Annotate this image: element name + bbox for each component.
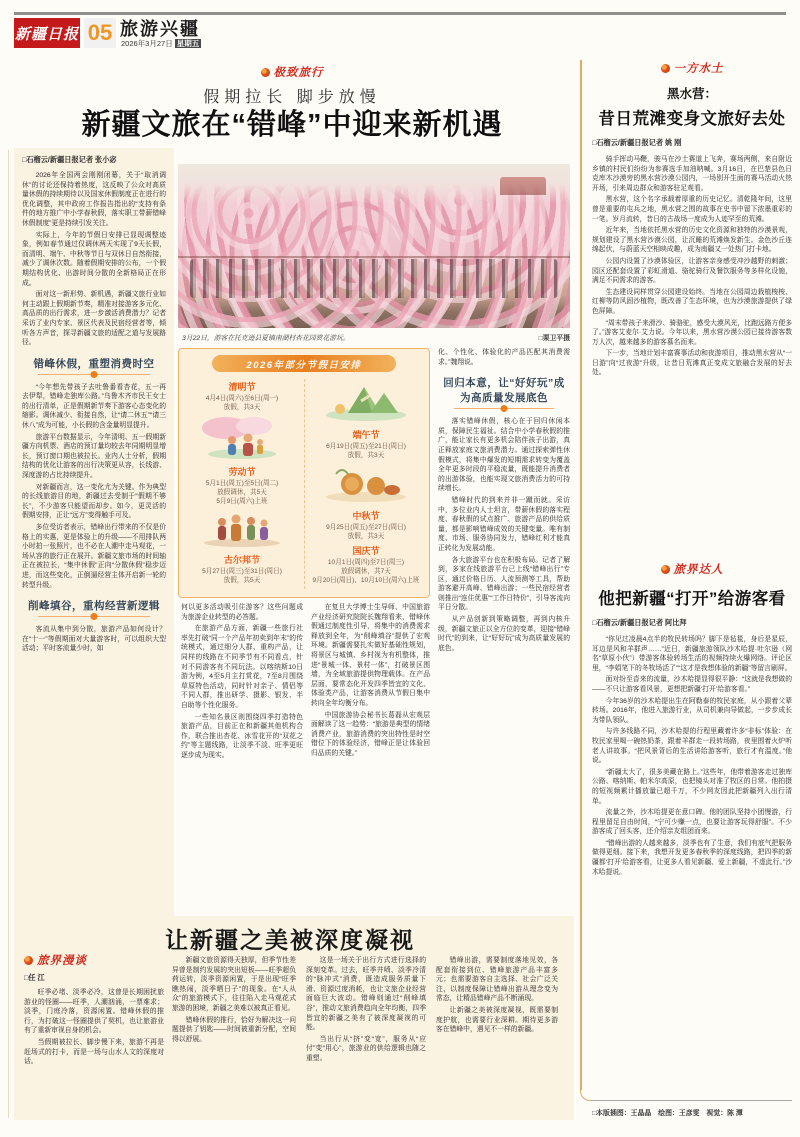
section-title: 旅游兴疆 <box>120 19 200 39</box>
main-kicker <box>14 64 570 80</box>
sidebar-article2-title: 他把新疆“打开”给游客看 <box>598 590 786 608</box>
opinion-byline: □任 江 <box>24 973 45 982</box>
opinion-section-header <box>24 952 164 968</box>
body-paragraph: 化、个性化、体验化的产品匹配其消费需求。”魏翔说。 <box>438 349 570 366</box>
sidebar-article1-body <box>592 155 792 547</box>
section-dot-icon <box>261 68 270 77</box>
body-paragraph: 在复旦大学博士生导师、中国旅游产业经济研究院院长魏翔看来，错峰休假通过制度性引导，将集中的消费需求释放到全年，为“削峰填谷”提供了宏观环境。新疆需要扎实做好基础性规划，将景区与城镇、乡村视为有机整体，推进“景城一体、景村一体”，打破景区围墙，为全域旅游提供物理载体。在产品层面，要常态化开发四季皆宜的文化、体验类产品，让游客消费从节假日集中转向全年均衡分布。 <box>311 604 430 707</box>
festival-name: 端午节 <box>352 430 380 440</box>
festival-days: 放假，共3天 <box>223 404 261 411</box>
crowd-shape <box>190 259 559 298</box>
body-paragraph: 新疆文旅资源得天独厚，但季节性差异曾是制约发展的突出短板——旺季超负荷运转，淡季资源闲置，于是出现“旺季瞧热闹，淡季晒日子”的现象。在“人从众”的旅游模式下，往往陷入走马观花式旅游的困境，新疆之美难以被真正看见。 <box>172 957 296 1012</box>
daren-section-header <box>592 561 792 577</box>
section-dot-icon <box>661 64 670 73</box>
body-paragraph: “错峰出游的人越来越多，淡季也有了生意，我们有底气把服务做得更细。接下来，我想开发更多春秋季的深度线路，把四季的新疆都‘打开’给游客看，让更多人看见新疆、爱上新疆，不虚此行。”沙木哈提说。 <box>592 839 792 876</box>
body-paragraph: 客流从集中到分散，旅游产品如何设计？在“十一”等假期面对大量游客时，可以组织大型活动；平时客流量少时，如 <box>22 626 166 653</box>
subhead-deco-icon <box>38 616 150 617</box>
body-paragraph: 在旅游产品方面，新疆一些旅行社率先打破“同一个产品年初卖到年末”的传统模式，通过细分人群、重构产品，让同样的线路在不同季节有不同看点，针对不同游客有不同玩法。以喀纳斯10日游为例，4至5月主打赏花，7至8月围绕草原特色活动，同时针对亲子、情侣等不同人群，推出研学、摄影、银发、半自助等个性化服务。 <box>181 625 303 709</box>
sidebar-article1-byline: □石榴云/新疆日报记者 姚 刚 <box>592 138 682 147</box>
weekday-badge: 星期五 <box>176 39 200 48</box>
subhead-1: 错峰休假，重塑消费时空 <box>33 357 155 370</box>
festival-days: 放假，共3天 <box>347 452 385 459</box>
holiday-box-title: 2026年部分节假日安排 <box>212 355 396 372</box>
body-paragraph: 错峰休假的推行，恰好为解决这一问题提供了钥匙——时间被重新分配，空间得以舒展。 <box>172 1016 296 1043</box>
sidebar-article2 <box>592 561 792 1063</box>
body-paragraph: “今年想先带孩子去吐鲁番看杏花，五一再去伊犁，错峰走独库公路。”乌鲁木齐市民王女士的出行清单，正是假期新节奏下游客心态变化的缩影。调休减少、衔接自然，让“请二休五”“请三休八”成为可能，小长假的含金量明显提升。 <box>22 383 166 430</box>
festival-name: 清明节 <box>228 382 256 392</box>
blossom-photo <box>178 164 570 328</box>
photo-caption: 3月22日，游客在托克逊县夏镇南湖村杏花园赏花游玩。 <box>182 335 350 342</box>
photo-caption-row <box>182 332 570 342</box>
body-paragraph: 何以更多活动吸引住游客？这些问题成为旅游企业转型的必答题。 <box>181 604 303 621</box>
festival-days: 放假调休，共7天 <box>341 568 391 575</box>
body-paragraph: 面对纷至沓来的流量，沙木哈提显得很平静：“这就是我想做的——不只让游客看风景，更想把新疆‘打开’给游客看。” <box>592 676 792 693</box>
mooncake-illustration <box>318 462 414 504</box>
holiday-infographic <box>178 348 430 598</box>
body-paragraph: 错峰时代的到来并非一蹴而就。采访中，多位业内人士坦言，带薪休假的落实程度、春秋假的试点推广、旅游产品的供给质量，都是影响错峰成效的关键变量。唯有制度、市场、服务协同发力，错峰红利才能真正转化为发展动能。 <box>438 496 570 552</box>
body-paragraph: 黑水营，这个名字承载着厚重的历史记忆。清乾隆年间，这里曾是重要的屯兵之地，黑水营之围的故事在史书中留下浓墨重彩的一笔。岁月流转，昔日的古战场一度成为人迹罕至的荒滩。 <box>592 196 792 223</box>
festival-days: 放假，共5天 <box>223 577 261 584</box>
body-paragraph: 各大旅游平台也在积极布局。记者了解到，多家在线旅游平台已上线“错峰出行”专区，通过价格日历、人流预测等工具，帮助游客避开高峰、错峰出游；一些民宿经营者则推出“连住优惠”“工作日特价”，引导客流向平日分散。 <box>438 556 570 612</box>
festival-dates: 4月4日(周六)至6日(周一) <box>205 395 279 402</box>
body-paragraph: 骑手挥动马鞭，骏马在沙土赛道上飞奔，赛场两侧，来自附近乡镇的村民们纷纷为参赛选手加油呐喊。3月16日，在巴楚县色日克库木沙漠旁的黑水营沙漠公园内，一场别开生面的赛马活动火热开场，引来周边群众和游客驻足观看。 <box>592 156 792 192</box>
page-credits: □本版插图：王晶晶 绘图：王彦雯 视觉：陈 潭 <box>592 1110 743 1117</box>
bottom-article-column-2 <box>306 956 426 1114</box>
body-paragraph: 一些知名景区则围绕四季打造特色旅游产品，目前正在和新疆其他机构合作，联合推出杏花、冰雪花开的“双花之约”等主题线路，让淡季不淡、旺季更旺逐步成为现实。 <box>181 713 303 759</box>
festival-dates: 5月1日(周五)至5日(周二) <box>205 480 279 487</box>
subhead-3: 回归本意，让“好好玩”成为高质量发展底色 <box>443 377 565 405</box>
subhead-2: 削峰填谷，重构经营新逻辑 <box>28 600 160 613</box>
body-paragraph: 实际上，今年的节假日安排已显现调整迹象，例如春节通过仅调休两天实现了9天长假，而清明、端午、中秋等节日与双休日自然衔接，减少了调休次数。随着假期安排的公布，一个假期结构优化、出游时间分散的全新格局正在形成。 <box>22 231 166 287</box>
festival-name: 中秋节 <box>352 511 380 521</box>
main-headline: 新疆文旅在“错峰”中迎来新机遇 <box>81 109 503 141</box>
crowd-illustration <box>196 508 288 548</box>
main-article-column-3 <box>311 603 430 915</box>
body-paragraph: 生态建设同样贯穿公园建设始终。当地在公园周边栽植梭梭、红柳等防风固沙植物，既改善了生态环境，也为沙漠旅游提供了绿色屏障。 <box>592 288 792 315</box>
section-dot-icon <box>661 565 670 574</box>
festival-name: 国庆节 <box>352 546 380 556</box>
festival-days: 放假调休，共5天 <box>217 489 267 496</box>
daren-kicker-label: 旅界达人 <box>673 564 724 576</box>
body-paragraph: 从产品创新到策略调整，再到内核升级，新疆文旅正以全方位的变革，迎接“错峰时代”的到来，让“好好玩”成为高质量发展的底色。 <box>438 616 570 652</box>
body-paragraph: 多位受访者表示，错峰出行带来的不仅是价格上的实惠，更是体验上的升级——不用排队两小时拍一张照片，也不必在人潮中走马观花，一场从容的旅行正在展开。新疆文旅市场的时间轴正在被拉长，“集中休假”正向“分散休假”稳步迈进，而这些变化，正倒逼经营主体开启新一轮的转型升级。 <box>22 524 166 589</box>
body-paragraph: 下一步，当地计划丰富赛事活动和夜游项目，推动黑水营从“一日游”向“过夜游”升级，让昔日荒滩真正变成文旅融合发展的好去处。 <box>592 350 792 377</box>
bottom-article-column-3 <box>436 956 558 1114</box>
body-paragraph: 面对这一新形势、新机遇，新疆文旅行业如何主动跟上假期新节奏，精准对接游客多元化、高品质的出行需求，进一步激活消费潜力？记者采访了业内专家、景区代表及民宿经营者等，倾听各方声音，探寻新疆文旅的适配之道与发展路径。 <box>22 291 166 347</box>
column-divider-rule <box>580 60 582 1090</box>
festival-name: 古尔邦节 <box>223 555 260 565</box>
body-paragraph: 流量之外，沙木哈提更在意口碑。他的团队坚持小团慢游，行程里留足自由时间，“宁可少赚一点，也要让游客玩得舒服”。不少游客成了回头客，还介绍亲友组团而来。 <box>592 809 792 836</box>
body-paragraph: 落实错峰休假，核心在于回归休闲本质，保障民生福祉。结合中小学春秋假的推广，能让家长有更多机会陪伴孩子出游，真正释放家庭文旅消费潜力。通过探索弹性休假模式，将集中爆发的短期需求转变为覆盖全年更多时段的平稳流量，既能提升消费者的出游体验，也能实现文旅消费活力的可持续增长。 <box>438 418 570 493</box>
body-paragraph: 旅游平台数据显示，今年清明、五一假期新疆方向机票、酒店的预订量均较去年同期明显增长，预订窗口期也被拉长。业内人士分析，假期结构的优化让游客的出行决策更从容，长线游、深度游的占比持续提升。 <box>22 433 166 480</box>
zongzi-illustration <box>318 379 414 423</box>
bottom-article-title: 让新疆之美被深度凝视 <box>165 927 415 953</box>
festival-name: 劳动节 <box>228 467 256 477</box>
column-divider-foot <box>580 1086 595 1101</box>
section-dot-icon <box>24 956 33 965</box>
body-paragraph: 中国旅游协会秘书长葛磊从宏观层面解读了这一趋势：“旅游是典型的情绪消费产业，旅游消费的突出特性是时空错位下的体验经济，错峰正是让体验回归品质的关键。” <box>311 711 430 757</box>
body-paragraph: “新疆太大了，很多美藏在路上。”这些年，他带着游客走过独库公路、喀纳斯、帕米尔高原，也把镜头对准了牧区的日常。他拍摄的短视频累计播放量已超千万，不少网友因此把新疆列入出行清单。 <box>592 768 792 805</box>
left-margin-rule <box>8 150 9 1118</box>
festival-days: 放假，共3天 <box>347 533 385 540</box>
festival-dates: 9月25日(周五)至27日(周日) <box>326 524 406 531</box>
holiday-right-column <box>307 377 425 593</box>
newspaper-logo: 新疆日报 <box>14 18 80 48</box>
festival-workday: 5月9日(周六)上班 <box>216 498 268 505</box>
body-paragraph: 这是一场关于出行方式进行选择的深刻变革。过去，旺季井喷、淡季冷清的“脉冲式”消费，既造成服务质量下滑、资源过度消耗，也让文旅企业经营面临巨大波动。错峰则通过“削峰填谷”，推动文旅消费趋向全年均衡，四季皆宜的新疆之美有了被深度凝视的可能。 <box>306 957 426 1032</box>
festival-workday: 9月20日(周日)、10月10日(周六)上班 <box>312 577 420 584</box>
credits-rule <box>592 1100 792 1101</box>
body-paragraph: 2026年全国两会刚刚闭幕，关于“取消调休”的讨论还保持着热度，这反映了公众对高质量休假的持续期待以及国家休假制度正在进行的优化调整，其中政府工作报告指出的“支持有条件的地方推广中小学春秋假，落实职工带薪错峰休假制度”更是持续引发关注。 <box>22 172 166 227</box>
body-paragraph: 旺季必堵、淡季必冷，这曾是长期困扰旅游业的怪圈——旺季，人潮汹涌，一票难求；淡季，门庭冷落，资源闲置。错峰休假的推行，为打破这一怪圈提供了契机，也让旅游业有了重新审视自身的机会。 <box>24 989 164 1035</box>
main-article-column-2 <box>181 603 303 915</box>
body-paragraph: 对新疆而言，这一变化尤为关键。作为典型的长线旅游目的地，新疆过去受制于“假期不够长”，不少游客只能望而却步。如今，更灵活的假期安排，正让“远方”变得触手可及。 <box>22 483 166 520</box>
sidebar-article2-byline: □石榴云/新疆日报记者 阿比拜 <box>592 618 687 627</box>
sidebar-article1-title: 昔日荒滩变身文旅好去处 <box>598 110 786 128</box>
page-number: 05 <box>84 18 116 48</box>
pavilion-shape <box>500 177 546 195</box>
body-paragraph: 当出行从“挤”变“宽”，服务从“应付”变“用心”，旅游业的供给逻辑也随之重塑。 <box>306 1035 426 1062</box>
headline-overline: 假期拉长 脚步放慢 <box>203 89 381 106</box>
main-article-column-1 <box>14 148 174 916</box>
body-paragraph: 让新疆之美被深度凝视，既需要制度护航，也需要行业深耕。期待更多游客在错峰中，遇见不一样的新疆。 <box>436 1006 558 1034</box>
region-section-header <box>592 60 792 76</box>
region-kicker-label: 一方水土 <box>673 63 724 75</box>
holiday-left-column <box>183 377 301 593</box>
main-kicker-label: 极致旅行 <box>273 67 324 79</box>
subhead-deco-icon <box>38 374 150 375</box>
opinion-kicker-label: 旅界漫谈 <box>37 955 87 967</box>
walkway-rail <box>178 256 570 258</box>
sidebar-article1-kicker: 黑水营： <box>666 87 717 101</box>
sidebar-article2-body <box>592 635 792 1063</box>
date-text: 2026年3月27日 <box>121 39 173 48</box>
issue-date <box>121 38 201 49</box>
body-paragraph: “周末带孩子来滑沙、骑骆驼，感受大漠风光，比跑远路方便多了。”游客艾麦尔·艾力说。今年以来，黑水营沙漠公园已接待游客数万人次，越来越多的游客慕名而来。 <box>592 319 792 346</box>
body-paragraph: 错峰出游，需要制度落地见效，各配套衔接到位、错峰旅游产品丰富多元；也需要游客自主选择、社会广泛关注，以制度保障让错峰出游从理念变为常态，让精品错峰产品不断涌现。 <box>436 957 558 1003</box>
bottom-opinion-column <box>24 952 164 1114</box>
body-paragraph: 公园内设置了沙漠体验区，让游客亲身感受冲沙越野的刺激；园区还配套设置了彩虹滑道、骆驼骑行及餐饮服务等多样化设施，满足不同需求的游客。 <box>592 257 792 285</box>
body-paragraph: 今年36岁的沙木哈提出生在阿勒泰的牧民家庭，从小跟着父辈转场。2016年，他进入旅游行业，从司机兼向导做起，一步步成长为带队领队。 <box>592 697 792 724</box>
festival-dates: 10月1日(周四)至7日(周三) <box>327 559 405 566</box>
subhead-deco-icon <box>454 408 554 409</box>
body-paragraph: “你见过凌晨4点半的牧民转场吗？脚下是毡毯，身后是星辰，耳边是风和羊群声……”近日，新疆旅游领队沙木哈提·吐尔逊（网名“草原小伙”）带游客体验转场生活的视频持续火爆网络。评论区里，“李娟笔下的冬牧场活了”“这才是我想体验的新疆”等留言刷屏。 <box>592 636 792 672</box>
holiday-box-divider <box>304 379 305 589</box>
bottom-article-column-1 <box>172 956 296 1114</box>
sidebar <box>592 60 792 1063</box>
blossom-family-illustration <box>196 414 288 460</box>
photo-credit: □栗卫平摄 <box>538 335 570 342</box>
body-paragraph: 当假期被拉长、脚步慢下来，旅游不再是赶场式的打卡，而是一场与山水人文的深度对话。 <box>24 1038 164 1066</box>
festival-dates: 5月27日(周三)至31日(周日) <box>202 568 282 575</box>
body-paragraph: 近年来，当地依托黑水营的历史文化资源和独特的沙漠景观，规划建设了黑水营沙漠公园，让沉睡的荒滩焕发新生。金色沙丘连绵起伏，与蔚蓝天空相映成趣，成为南疆又一处热门打卡地。 <box>592 227 792 254</box>
festival-dates: 6月19日(周五)至21日(周日) <box>326 443 406 450</box>
main-article-column-4 <box>438 348 570 916</box>
body-paragraph: 与许多线路不同，沙木哈提的行程里藏着许多“非标”体验：在牧民家里喝一碗热奶茶，跟着羊群走一段转场路，夜里围着火炉听老人讲故事。“把风景背后的生活讲给游客听，旅行才有温度。”他说。 <box>592 728 792 765</box>
main-byline: □石榴云/新疆日报记者 张小宓 <box>22 155 117 164</box>
